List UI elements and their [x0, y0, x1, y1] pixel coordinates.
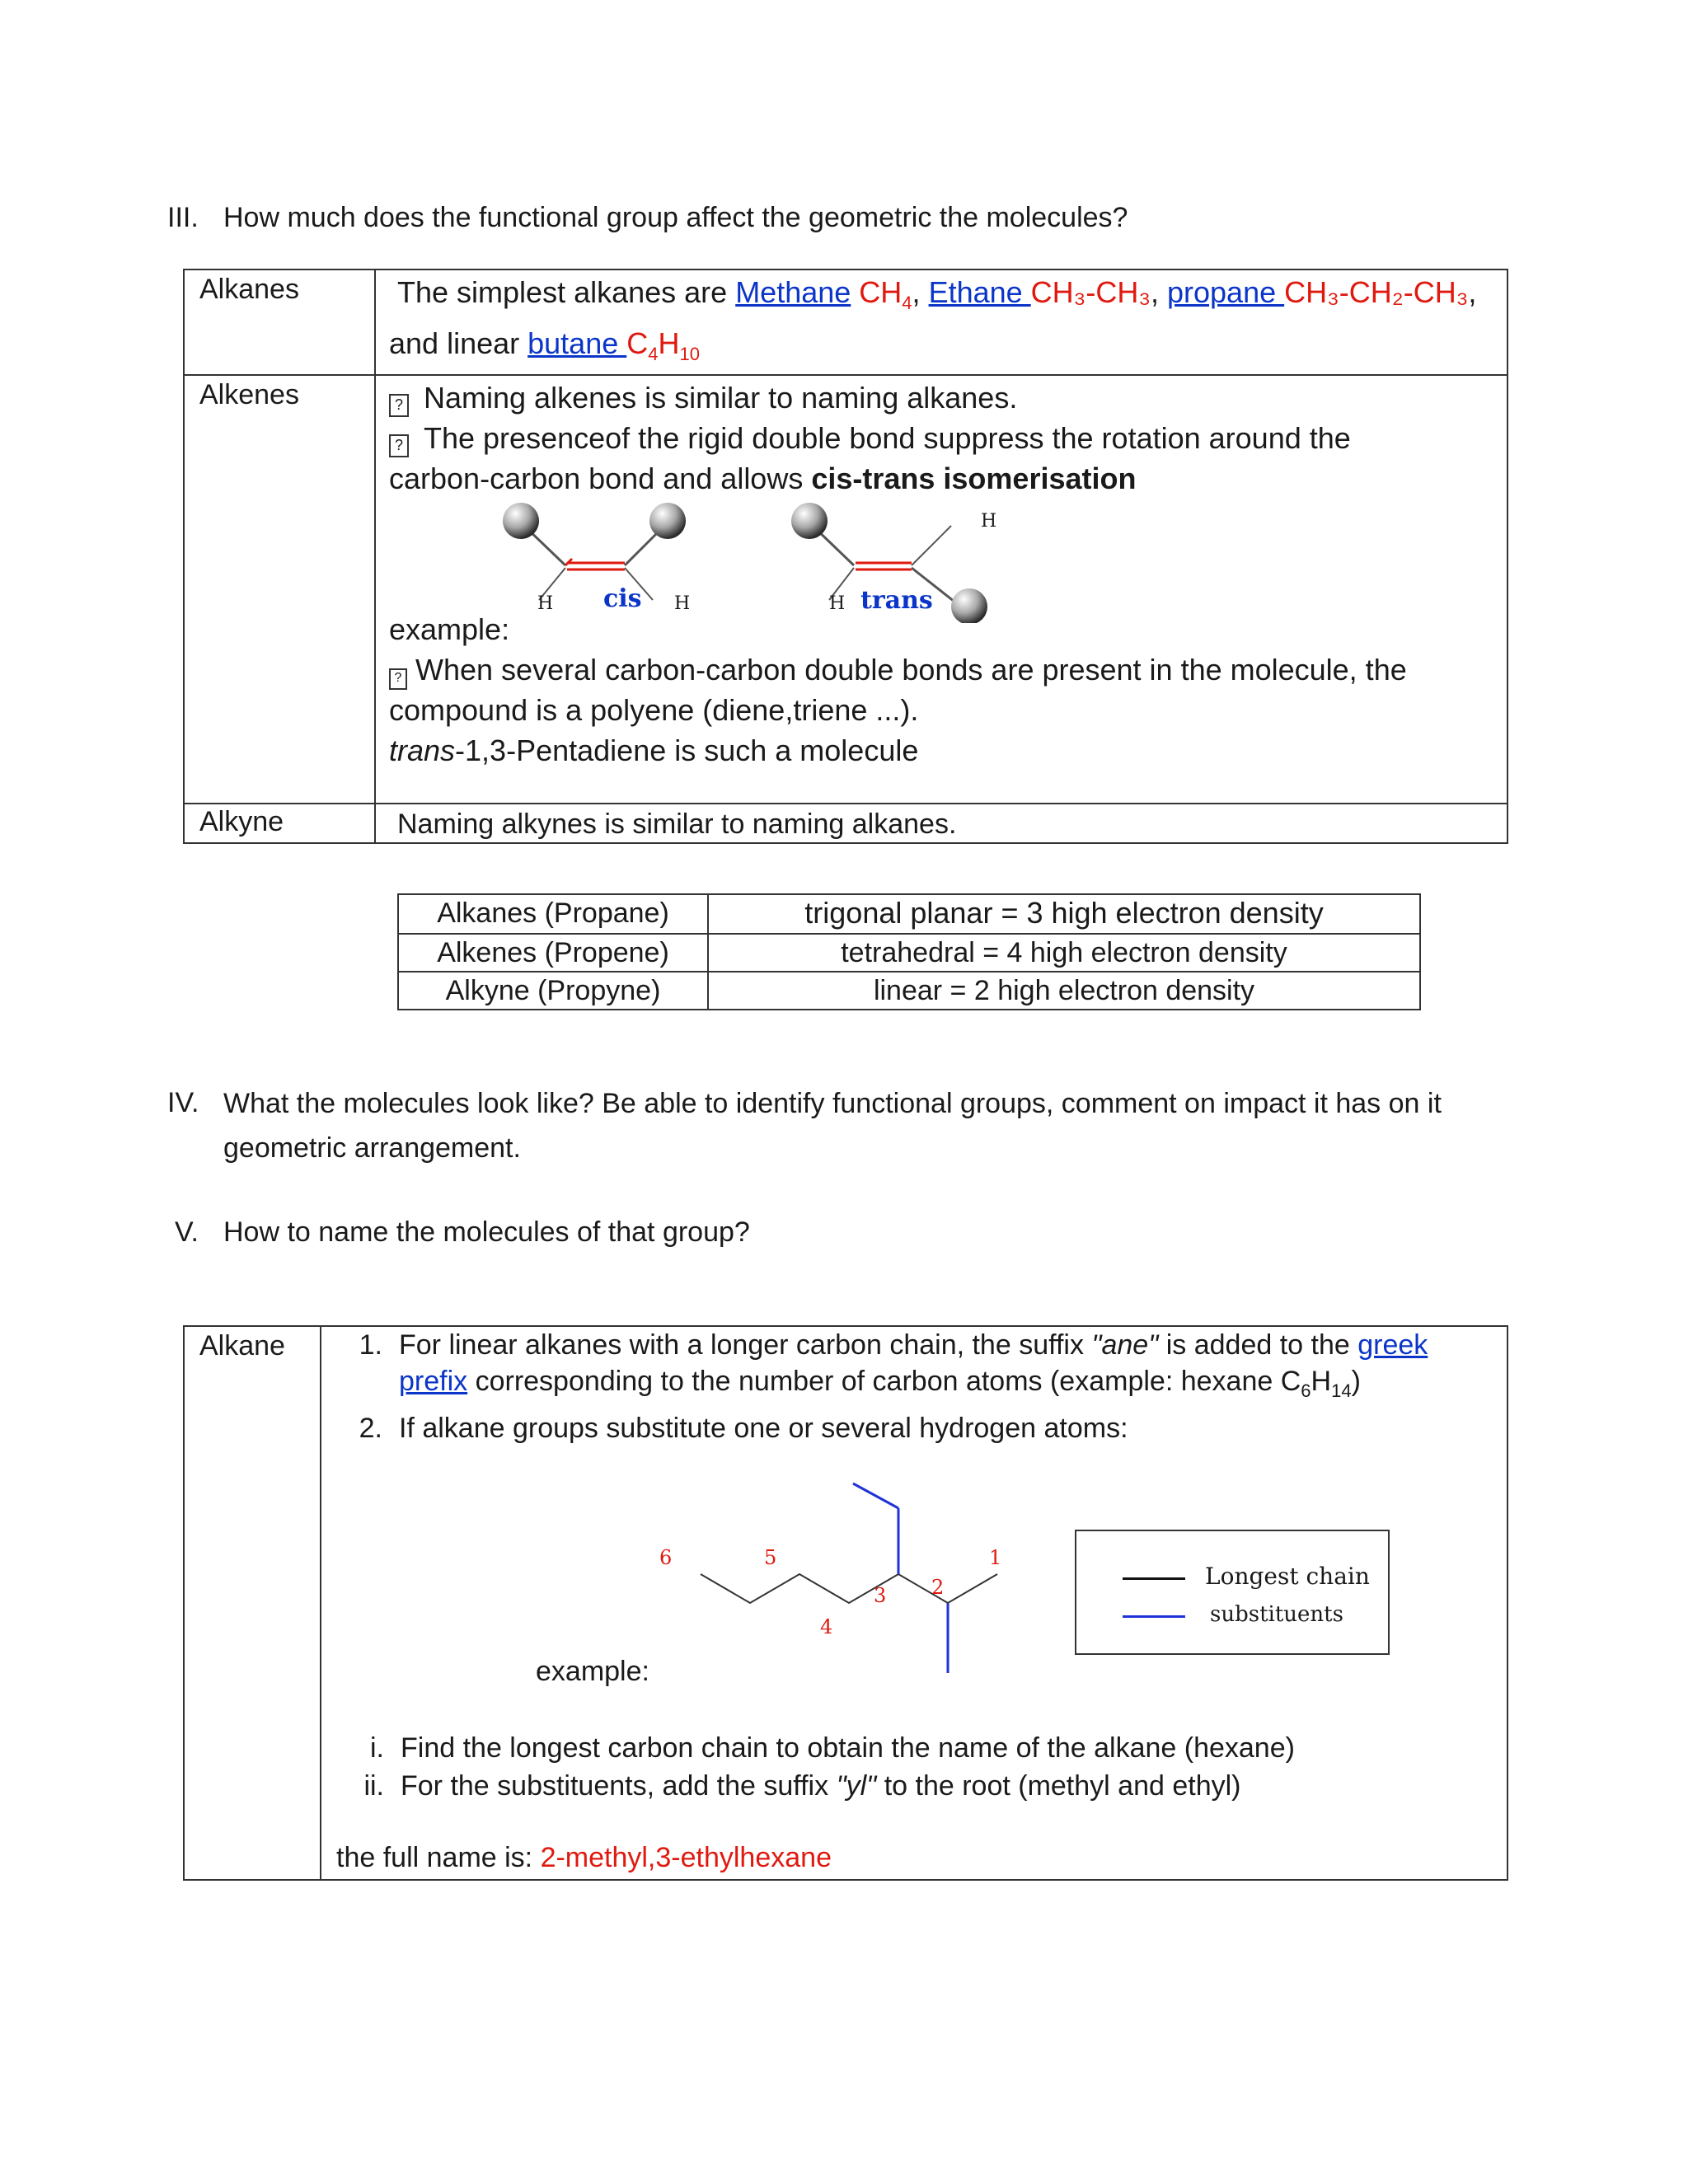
cis-label: cis: [603, 584, 642, 614]
hexane-h: H: [1311, 1366, 1332, 1397]
carbon-number: 4: [820, 1615, 833, 1638]
methane-formula: CH: [851, 275, 903, 309]
comma: ,: [1468, 275, 1477, 309]
alkenes-bullet-3c: -1,3-Pentadiene is such a molecule: [455, 733, 919, 768]
h-label: H: [829, 593, 846, 615]
geometry-name-cell: Alkenes (Propene): [398, 934, 708, 972]
alkenes-bullet-3b: compound is a polyene (diene,triene ...).: [389, 693, 919, 728]
alkenes-description: [375, 375, 1507, 804]
section-5-heading: [175, 1211, 1493, 1254]
alkyne-label: Alkyne: [184, 804, 375, 843]
geometry-row: [398, 972, 1420, 1010]
atom-ball: [791, 503, 828, 539]
hexane-sub-14: 14: [1331, 1380, 1352, 1401]
step-text: to the root (methyl and ethyl): [876, 1770, 1241, 1802]
longest-chain: [701, 1574, 997, 1603]
step-text: For the substituents, add the suffix: [401, 1770, 837, 1802]
yl-suffix: "yl": [836, 1770, 877, 1802]
example-label: example:: [536, 1656, 649, 1687]
full-name-line: [336, 1840, 832, 1876]
legend-longest-chain: Longest chain: [1205, 1563, 1370, 1590]
alkane-label: Alkane: [184, 1326, 321, 1880]
ethane-formula: CH₃-CH₃: [1030, 275, 1151, 309]
geometry-name-cell: Alkyne (Propyne): [398, 972, 708, 1010]
methane-link[interactable]: Methane: [735, 275, 851, 309]
geometry-table: [397, 893, 1421, 1010]
functional-groups-table: [183, 269, 1508, 844]
full-name-label: the full name is:: [336, 1842, 541, 1873]
example-label: example:: [389, 612, 510, 647]
alkanes-row: [184, 269, 1507, 375]
cis-trans-diagram: [499, 491, 1126, 623]
full-name-value: 2-methyl,3-ethylhexane: [540, 1842, 832, 1873]
legend-substituents: substituents: [1210, 1602, 1343, 1627]
list-number: 2.: [359, 1412, 382, 1444]
geometry-name-cell: Alkanes (Propane): [398, 894, 708, 934]
comma: ,: [1150, 275, 1167, 309]
trans-label: trans: [860, 586, 933, 616]
naming-steps-list: [343, 1729, 1480, 1805]
h-label: H: [674, 593, 691, 615]
naming-rules-list: [341, 1327, 1479, 1447]
legend-blue-line: [1123, 1615, 1185, 1618]
alkyne-row: [184, 804, 1507, 843]
rule-text: If alkane groups substitute one or several hydrogen atoms:: [399, 1412, 1128, 1444]
alkanes-label: Alkanes: [184, 269, 375, 375]
and-linear-text: and linear: [389, 326, 528, 361]
alkyne-description: Naming alkynes is similar to naming alkanes.: [375, 804, 1507, 843]
propane-formula: CH₃-CH₂-CH₃: [1284, 275, 1469, 309]
butane-c-sub: 4: [648, 344, 659, 365]
methane-sub: 4: [902, 293, 912, 314]
butane-h-sub: 10: [679, 344, 700, 365]
h-label: H: [537, 593, 554, 615]
alkane-naming-row: [184, 1326, 1507, 1880]
section-4-heading: [167, 1081, 1486, 1170]
carbon-number: 3: [874, 1584, 887, 1607]
trans-italic: trans: [389, 733, 456, 768]
list-number: ii.: [363, 1770, 384, 1802]
section-5-number: V.: [175, 1216, 199, 1248]
greek-link[interactable]: greek: [1357, 1329, 1428, 1361]
propane-link[interactable]: propane: [1167, 275, 1285, 309]
ethane-link[interactable]: Ethane: [928, 275, 1031, 309]
section-4-text: What the molecules look like? Be able to identify functional groups, comment on impact it has on it geometric arrangement.: [223, 1088, 1442, 1164]
rule-text: ): [1351, 1366, 1361, 1397]
section-5-text: How to name the molecules of that group?: [223, 1216, 750, 1248]
alkenes-bullet-2c: carbon-carbon bond and allows: [389, 462, 812, 496]
alkanes-description: [375, 269, 1507, 375]
section-3-heading: [167, 196, 1568, 239]
bullet-missing-glyph-icon: ?: [389, 394, 409, 417]
alkenes-bullet-3a: When several carbon-carbon double bonds are present in the molecule, the: [415, 653, 1407, 687]
alkanes-intro-text: The simplest alkanes are: [397, 275, 736, 309]
hexane-sub-6: 6: [1301, 1380, 1311, 1401]
ane-suffix: "ane": [1091, 1329, 1159, 1361]
carbon-number: 1: [989, 1546, 1002, 1569]
hexane-skeletal-diagram: [668, 1475, 1030, 1690]
section-4-number: IV.: [167, 1087, 199, 1118]
alkenes-label: Alkenes: [184, 375, 375, 804]
step-text: Find the longest carbon chain to obtain the name of the alkane (hexane): [401, 1732, 1295, 1764]
list-number: i.: [370, 1732, 384, 1764]
h-label: H: [981, 511, 997, 532]
alkane-naming-content: [321, 1326, 1507, 1880]
butane-h: H: [658, 326, 680, 361]
alkenes-bullet-1: Naming alkenes is similar to naming alkanes.: [424, 381, 1018, 415]
alkenes-row: [184, 375, 1507, 804]
alkenes-bullet-2a: The presence: [424, 421, 606, 456]
naming-rule-2: [341, 1409, 1479, 1447]
rule-text: is added to the: [1158, 1329, 1358, 1361]
comma: ,: [912, 275, 929, 309]
cis-trans-bold: cis-trans isomerisation: [811, 462, 1137, 496]
butane-link[interactable]: butane: [528, 326, 627, 361]
alkenes-bottom-text: [389, 609, 1510, 771]
rule-text: corresponding to the number of carbon atoms (example: hexane C: [467, 1366, 1301, 1397]
list-number: 1.: [359, 1329, 382, 1361]
atom-ball: [503, 503, 539, 539]
naming-step-ii: [343, 1767, 1480, 1805]
diagram-legend: [1075, 1530, 1390, 1655]
carbon-number: 5: [764, 1546, 777, 1569]
geometry-row: [398, 934, 1420, 972]
geometry-value-cell: trigonal planar = 3 high electron density: [708, 894, 1420, 934]
geometry-value-cell: linear = 2 high electron density: [708, 972, 1420, 1010]
bullet-missing-glyph-icon: ?: [389, 434, 409, 457]
rule-text: For linear alkanes with a longer carbon chain, the suffix: [399, 1329, 1092, 1361]
alkane-naming-table: [183, 1325, 1508, 1881]
carbon-number: 6: [659, 1546, 673, 1569]
atom-ball: [649, 503, 686, 539]
geometry-value-cell: tetrahedral = 4 high electron density: [708, 934, 1420, 972]
butane-c: C: [626, 326, 649, 361]
alkenes-bullet-2b: of the rigid double bond suppress the rotation around the: [605, 421, 1351, 456]
carbon-number: 2: [931, 1576, 945, 1599]
naming-rule-1: [341, 1327, 1479, 1409]
section-3-text: How much does the functional group affect the geometric the molecules?: [223, 202, 1128, 233]
legend-black-line: [1123, 1577, 1185, 1580]
section-3-number: III.: [167, 202, 199, 233]
prefix-link[interactable]: prefix: [399, 1366, 468, 1397]
cis-molecule: [503, 503, 686, 600]
naming-step-i: [343, 1729, 1480, 1767]
geometry-row: [398, 894, 1420, 934]
bullet-missing-glyph-icon: ?: [389, 668, 407, 690]
